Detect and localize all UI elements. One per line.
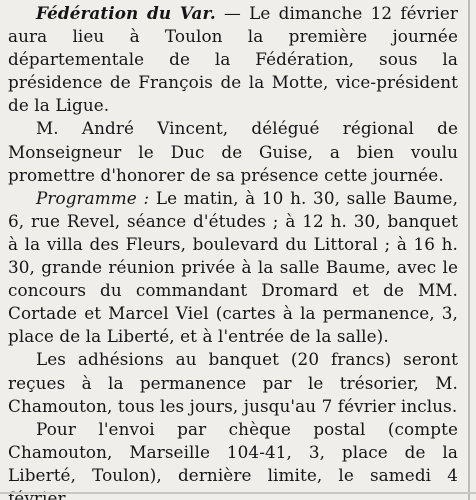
article-paragraph-guest xyxy=(8,117,458,186)
paragraph-intro-text: Le dimanche 12 février aura lieu à Toulon la première journée départementale de la Fédération, sous la présidence de François de la Motte, vice-président de la Ligue. xyxy=(8,3,459,116)
paragraph-banquet-text: Les adhésions au banquet (20 francs) seront reçues à la permanence par le trésorier, M. Chamouton, tous les jours, jusqu'au 7 février inclus. xyxy=(8,349,458,416)
title-dash: — xyxy=(215,3,250,23)
article-paragraph-payment xyxy=(8,418,458,500)
bottom-rule xyxy=(0,492,476,494)
paragraph-payment-text: Pour l'envoi par chèque postal (compte Chamouton, Marseille 104-41, 3, place de la Liberté, Toulon), dernière limite, le samedi 4 xyxy=(8,418,458,485)
paragraph-guest-text: M. André Vincent, délégué régional de Monseigneur le Duc de Guise, a bien voulu promettre d'honorer de sa présence cette journée. xyxy=(8,118,458,185)
article-paragraph-banquet xyxy=(8,348,458,417)
column-rule xyxy=(468,0,470,500)
article-title: Fédération du Var. xyxy=(36,3,216,23)
programme-label: Programme : xyxy=(36,187,150,208)
article-column xyxy=(8,2,458,500)
article-paragraph-intro xyxy=(8,2,458,117)
paragraph-programme-text: Le matin, à 10 h. 30, salle Baume, 6, rue Revel, séance d'études ; à 12 h. 30, banquet à la villa des Fleurs, boulevard du Littoral ; à 16 h. 30, grande réunion privée à la salle Baume, avec le concours du commandant Dromard et de MM. Cortade et Marcel Viel (cartes à la permanence, 3, place de la Liberté, et à l'entrée de la salle). xyxy=(8,187,459,347)
article-paragraph-programme xyxy=(8,187,458,349)
